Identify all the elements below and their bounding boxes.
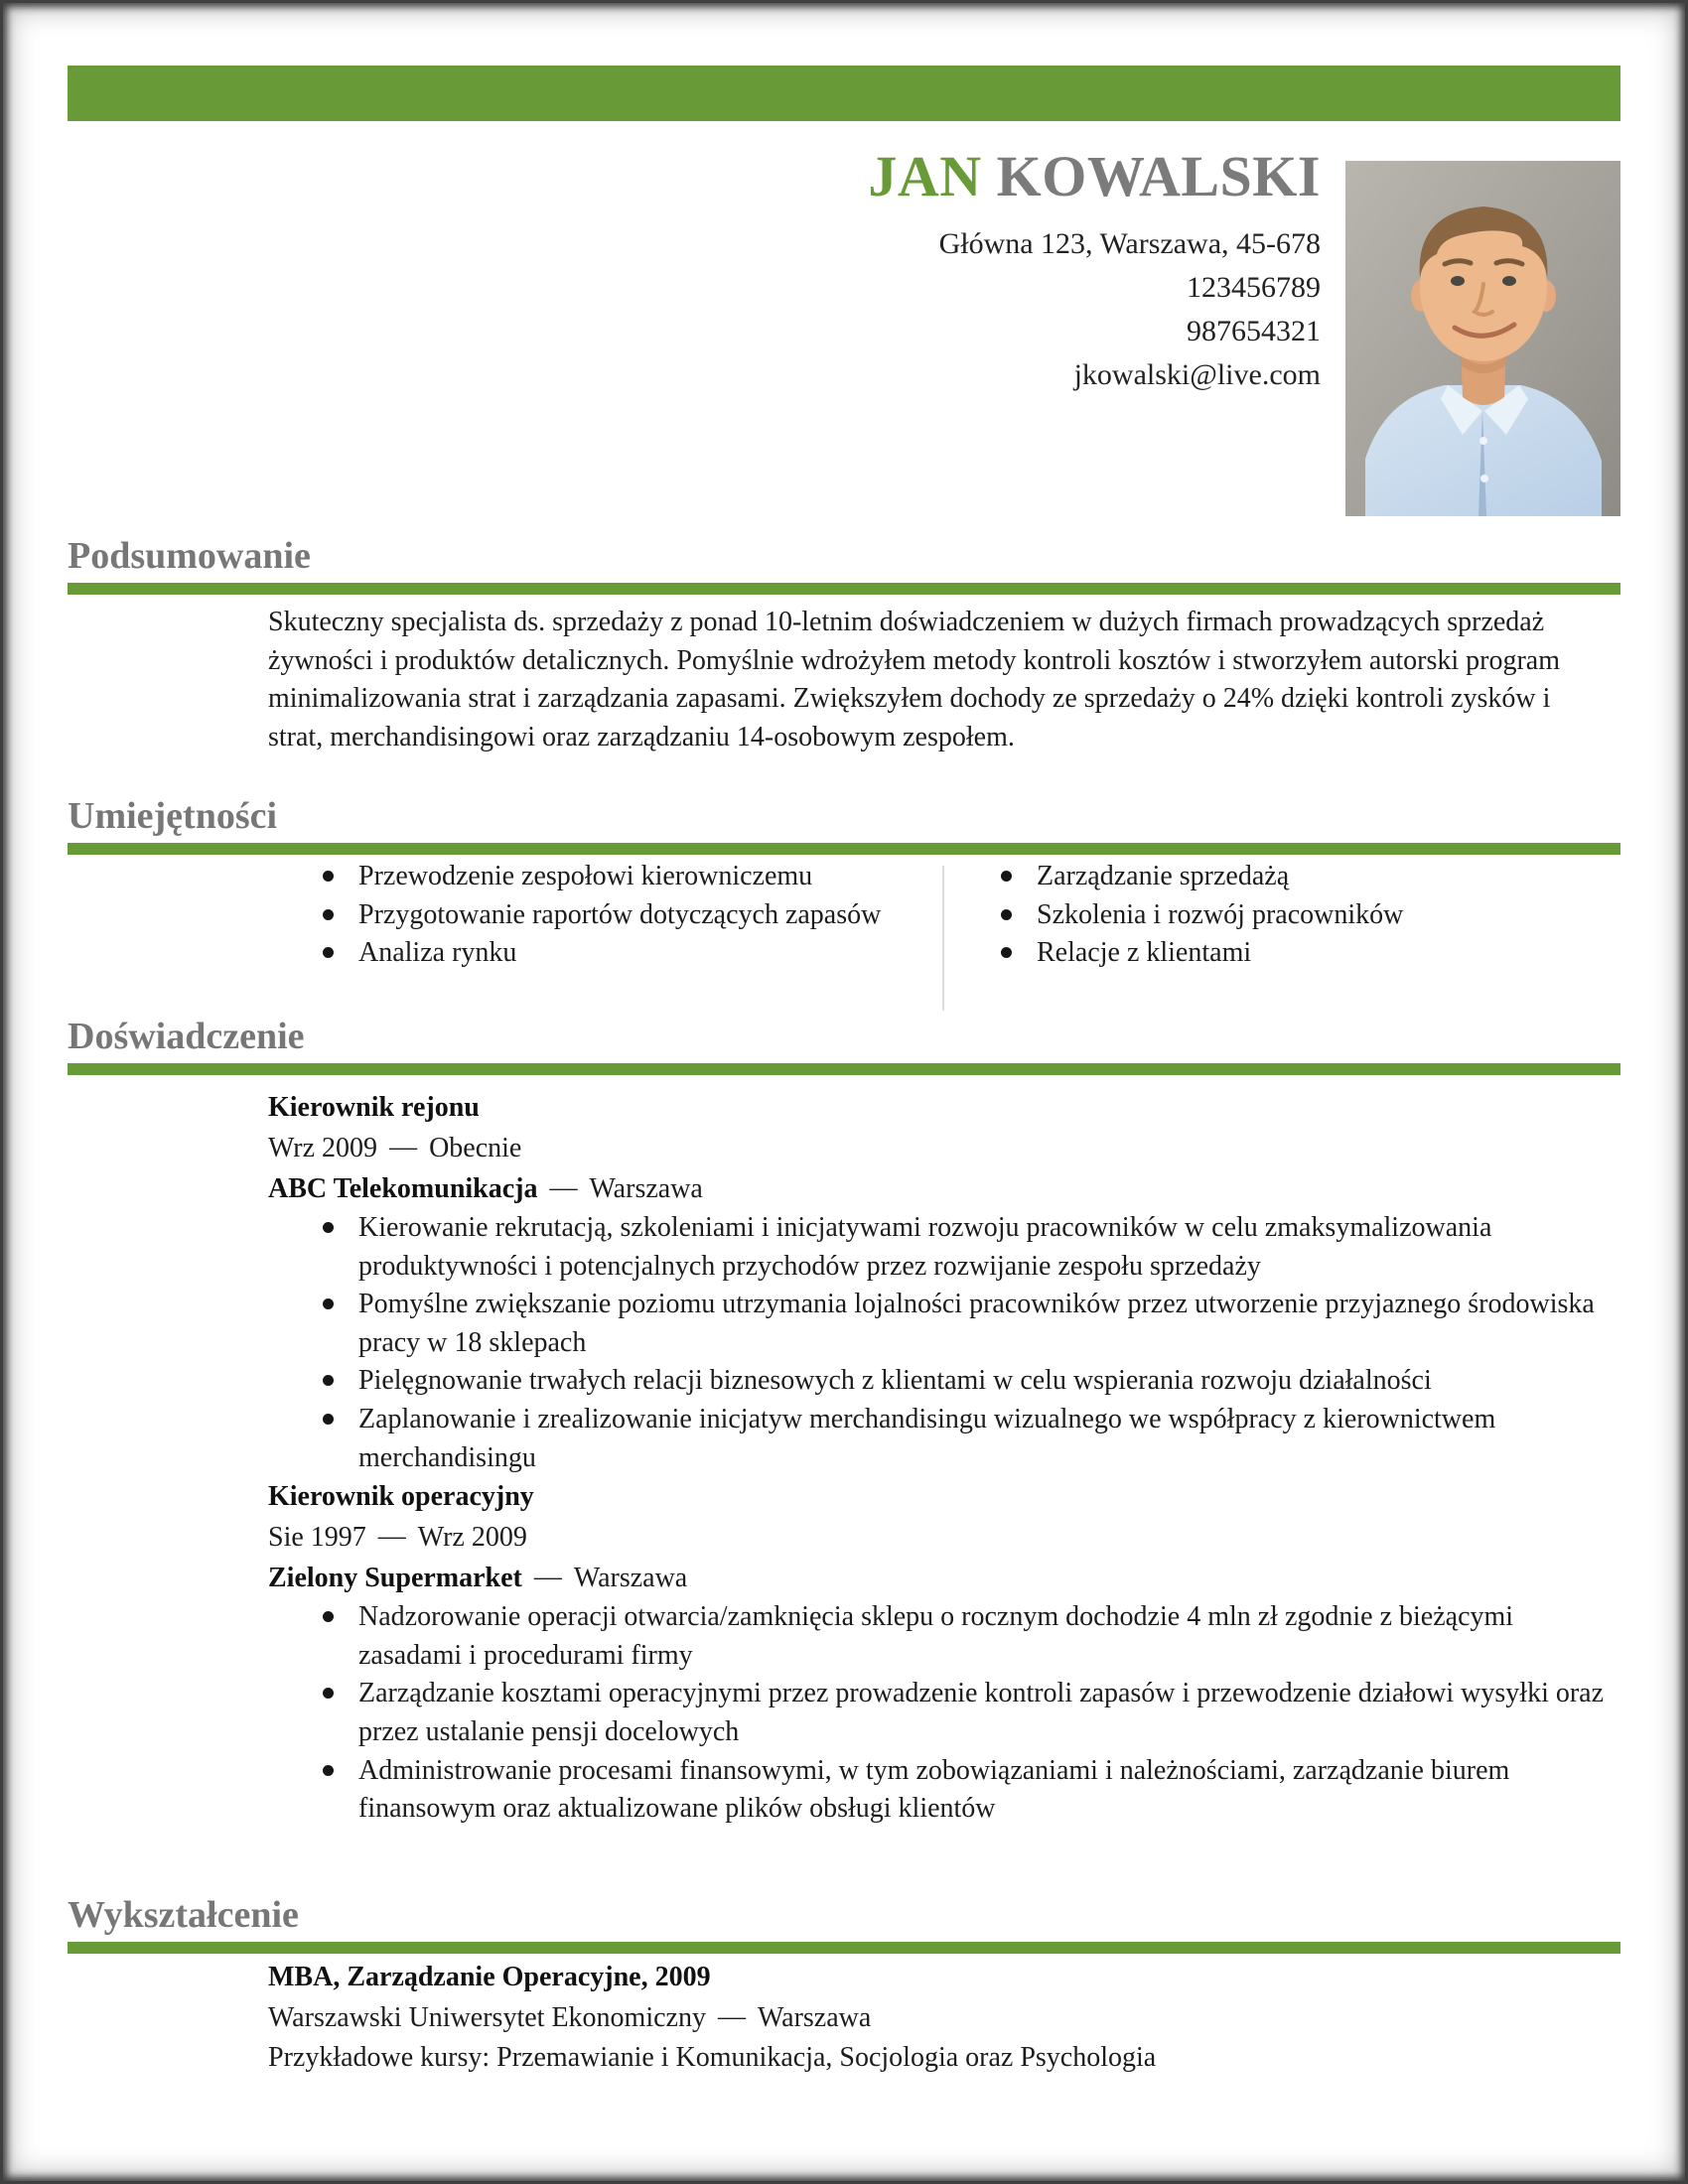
job-dates: [268, 1517, 1611, 1558]
job-company: ABC Telekomunikacja: [268, 1173, 538, 1204]
job-bullet: Kierowanie rekrutacją, szkoleniami i inicjatywami rozwoju pracowników w celu zmaksymalizowania produktywności i potencjalnych przychodów przez rozwijanie zespołu sprzedaży: [323, 1209, 1611, 1286]
dash-separator: —: [533, 1562, 562, 1593]
education-degree: MBA, Zarządzanie Operacyjne, 2009: [268, 1962, 711, 1992]
job-bullet: Zarządzanie kosztami operacyjnymi przez prowadzenie kontroli zapasów i przewodzenie działowi wysyłki oraz przez ustalanie pensji docelowych: [323, 1675, 1611, 1751]
email-address: jkowalski@live.com: [1073, 358, 1321, 391]
job-entry-1: [268, 1088, 1611, 1477]
job-company: Zielony Supermarket: [268, 1563, 522, 1594]
education-content: [268, 1958, 1611, 2078]
top-accent-bar: [68, 66, 1620, 121]
job-bullet: Pomyślne zwiększanie poziomu utrzymania lojalności pracowników przez utworzenie przyjaznego środowiska pracy w 18 sklepach: [323, 1286, 1611, 1362]
section-underline-skills: [68, 843, 1620, 855]
job-bullet: Zaplanowanie i zrealizowanie inicjatyw merchandisingu wizualnego we współpracy z kierownictwem merchandisingu: [323, 1401, 1611, 1477]
job-dates: [268, 1128, 1611, 1168]
section-underline-experience: [68, 1063, 1620, 1075]
address-line: Główna 123, Warszawa, 45-678: [938, 227, 1321, 260]
job-bullet: Nadzorowanie operacji otwarcia/zamknięcia sklepu o rocznym dochodzie 4 mln zł zgodnie z bieżącymi zasadami i procedurami firmy: [323, 1598, 1611, 1675]
education-school: Warszawski Uniwersytet Ekonomiczny: [268, 2002, 706, 2033]
job-bullet: Administrowanie procesami finansowymi, w tym zobowiązaniami i należnościami, zarządzanie biurem finansowym oraz aktualizowane plików obsługi klientów: [323, 1752, 1611, 1829]
dash-separator: —: [549, 1172, 578, 1203]
section-underline-summary: [68, 583, 1620, 595]
experience-content: [268, 1088, 1611, 1829]
skill-item: Przygotowanie raportów dotyczących zapasów: [323, 896, 918, 935]
skills-column-1: [323, 858, 918, 973]
profile-photo: [1345, 161, 1620, 516]
section-skills-header: [68, 794, 1620, 855]
header: [868, 144, 1321, 397]
education-location: Warszawa: [757, 2002, 872, 2033]
section-title-experience: Doświadczenie: [68, 1016, 305, 1057]
job-role: Kierownik rejonu: [268, 1092, 480, 1123]
summary-text: Skuteczny specjalista ds. sprzedaży z ponad 10-letnim doświadczeniem w dużych firmach prowadzących sprzedaż żywności i produktów detalicznych. Pomyślnie wdrożyłem metody kontroli kosztów i stworzyłem autorski program minimalizowania strat i zarządzania zapasami. Zwiększyłem dochody ze sprzedaży o 24% dzięki kontroli zysków i strat, merchandisingowi oraz zarządzaniu 14-osobowym zespołem.: [268, 607, 1560, 752]
section-education-header: [68, 1893, 1620, 1954]
section-underline-education: [68, 1942, 1620, 1954]
job-role: Kierownik operacyjny: [268, 1481, 534, 1513]
section-experience-header: [68, 1015, 1620, 1075]
name-heading: [868, 144, 1321, 208]
skill-item: Szkolenia i rozwój pracowników: [1001, 896, 1577, 935]
skills-list-1: [323, 858, 918, 973]
last-name: KOWALSKI: [996, 144, 1321, 208]
section-title-education: Wykształcenie: [68, 1894, 299, 1936]
job-date-start: Wrz 2009: [268, 1133, 378, 1163]
skills-column-divider: [942, 866, 944, 1011]
contact-block: [868, 222, 1321, 397]
job-date-end: Obecnie: [429, 1133, 522, 1163]
skill-item: Relacje z klientami: [1001, 934, 1577, 973]
job-company-line: [268, 1168, 1611, 1209]
phone-secondary: 987654321: [1187, 315, 1321, 347]
skills-column-2: [1001, 858, 1577, 973]
dash-separator: —: [389, 1132, 418, 1162]
job-location: Warszawa: [573, 1563, 688, 1594]
phone-primary: 123456789: [1187, 271, 1321, 304]
profile-photo-illustration: [1345, 161, 1620, 516]
education-school-line: [268, 1997, 1611, 2038]
job-date-start: Sie 1997: [268, 1522, 366, 1554]
dash-separator: —: [717, 2001, 746, 2032]
job-company-line: [268, 1558, 1611, 1598]
dash-separator: —: [377, 1521, 406, 1553]
job-bullet: Pielęgnowanie trwałych relacji biznesowych z klientami w celu wspierania rozwoju działalności: [323, 1362, 1611, 1401]
skills-list-2: [1001, 858, 1577, 973]
skill-item: Zarządzanie sprzedażą: [1001, 858, 1577, 896]
section-title-skills: Umiejętności: [68, 795, 278, 837]
skill-item: Przewodzenie zespołowi kierowniczemu: [323, 858, 918, 896]
job-date-end: Wrz 2009: [417, 1522, 527, 1554]
job-bullet-list: [268, 1598, 1611, 1829]
job-bullet-list: [268, 1209, 1611, 1477]
job-entry-2: [268, 1477, 1611, 1829]
skill-item: Analiza rynku: [323, 934, 918, 973]
education-courses: Przykładowe kursy: Przemawianie i Komunikacja, Socjologia oraz Psychologia: [268, 2042, 1157, 2073]
section-summary-header: [68, 534, 1620, 595]
job-location: Warszawa: [589, 1173, 703, 1204]
section-title-summary: Podsumowanie: [68, 535, 311, 577]
first-name: JAN: [868, 144, 982, 208]
